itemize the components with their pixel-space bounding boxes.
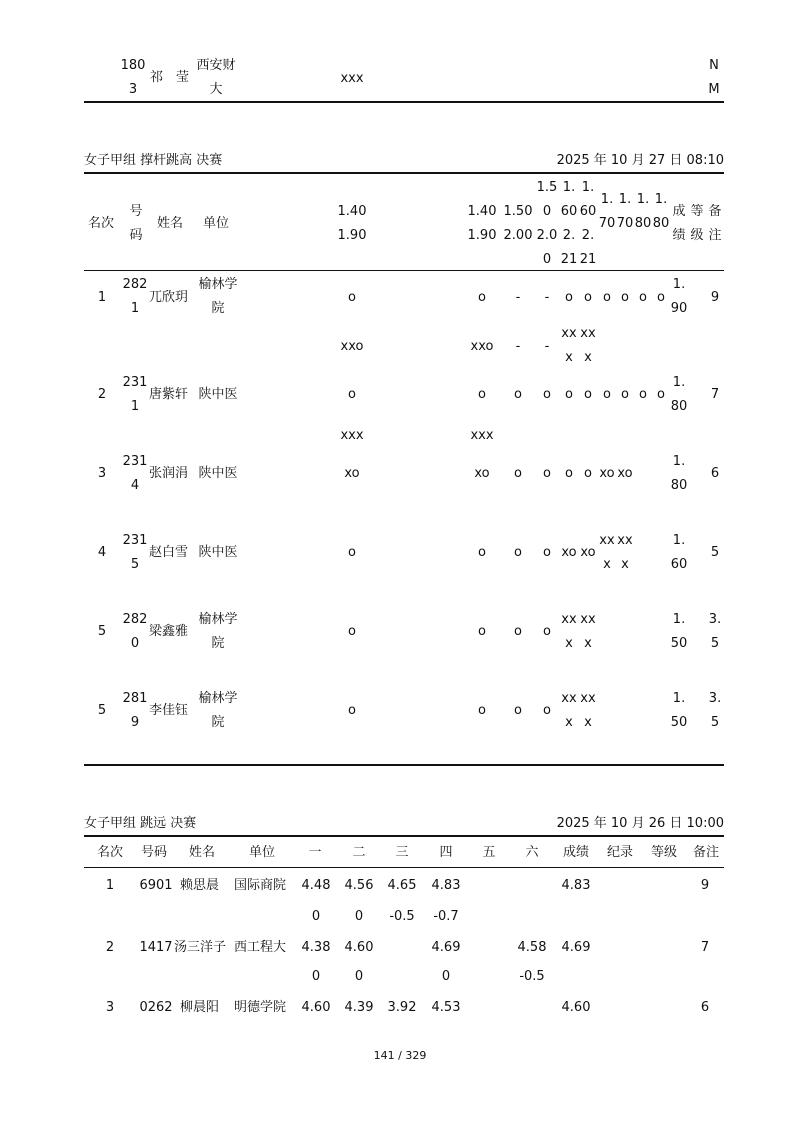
header-height: 1.5 xyxy=(536,180,558,195)
attempt-mark: xo xyxy=(580,545,596,560)
attempt-mark: xx xyxy=(561,691,577,706)
result: 1. xyxy=(672,454,686,469)
result: 1. xyxy=(672,691,686,706)
athlete-name: 李佳钰 xyxy=(149,703,189,718)
wind-value: -0.5 xyxy=(389,909,415,924)
section-title: 女子甲组 撑杆跳高 决赛 xyxy=(84,153,223,168)
athlete-name: 祁 莹 xyxy=(150,70,190,85)
athlete-number: 282 xyxy=(122,277,148,292)
attempt-mark: o xyxy=(621,387,629,402)
wind-value: -0.7 xyxy=(433,909,459,924)
wind-value: 0 xyxy=(311,969,321,984)
rank: 3 xyxy=(105,1000,115,1015)
header-trial: 六 xyxy=(525,845,539,860)
rank: 1 xyxy=(97,290,107,305)
attempt-mark: o xyxy=(348,290,356,305)
attempt-mark: o xyxy=(657,290,665,305)
attempt-mark: o xyxy=(514,703,522,718)
attempt-mark: x xyxy=(621,557,629,572)
attempt-mark: o xyxy=(514,466,522,481)
athlete-unit: 院 xyxy=(211,301,225,316)
note: 9 xyxy=(710,290,720,305)
note: 7 xyxy=(700,940,710,955)
result: 1. xyxy=(672,533,686,548)
athlete-name: 赖思晨 xyxy=(180,878,220,893)
wind-value: 0 xyxy=(311,909,321,924)
attempt-mark: o xyxy=(478,545,486,560)
result: 4.83 xyxy=(561,878,591,893)
header-name: 姓名 xyxy=(157,216,184,231)
attempt-mark: xx xyxy=(580,691,596,706)
attempt-mark: o xyxy=(657,387,665,402)
attempt-mark: o xyxy=(621,290,629,305)
athlete-number: 231 xyxy=(122,375,148,390)
attempt-mark: o xyxy=(478,387,486,402)
attempt-mark: xx xyxy=(617,533,633,548)
attempt-mark: xxx xyxy=(470,428,494,443)
wind-value: 0 xyxy=(354,969,364,984)
attempt-mark: o xyxy=(543,545,551,560)
page-number: 141 / 329 xyxy=(373,1049,427,1062)
trial-mark: 4.39 xyxy=(344,1000,374,1015)
trial-mark: 4.60 xyxy=(301,1000,331,1015)
header-unit: 单位 xyxy=(248,845,275,860)
athlete-name: 柳晨阳 xyxy=(180,1000,220,1015)
attempt-mark: - xyxy=(515,290,521,305)
athlete-number: 1417 xyxy=(139,940,173,955)
header-height: 2.0 xyxy=(536,228,558,243)
header-height: 0 xyxy=(542,204,552,219)
result: 90 xyxy=(670,301,688,316)
attempt-mark: xxo xyxy=(340,339,364,354)
result: 50 xyxy=(670,715,688,730)
rank: 5 xyxy=(97,624,107,639)
trial-mark: 4.69 xyxy=(431,940,461,955)
table-rule xyxy=(84,835,724,837)
attempt-mark: xx xyxy=(580,326,596,341)
header-height: 0 xyxy=(542,252,552,267)
attempt-mark: o xyxy=(639,387,647,402)
attempt-mark: - xyxy=(544,290,550,305)
header-note: 备 xyxy=(708,204,722,219)
attempt-mark: o xyxy=(543,703,551,718)
rank: 2 xyxy=(97,387,107,402)
header-height: 1.40 xyxy=(467,204,497,219)
attempt-mark: o xyxy=(348,703,356,718)
result: 1. xyxy=(672,375,686,390)
athlete-unit: 明德学院 xyxy=(234,1000,287,1015)
wind-value: -0.5 xyxy=(519,969,545,984)
athlete-name: 梁鑫雅 xyxy=(149,624,189,639)
note: 5 xyxy=(710,545,720,560)
header-number: 码 xyxy=(129,228,143,243)
note: 6 xyxy=(700,1000,710,1015)
result: 1. xyxy=(672,277,686,292)
rank: 4 xyxy=(97,545,107,560)
header-height: 70 xyxy=(598,216,616,231)
note: 5 xyxy=(710,715,720,730)
attempt-mark: o xyxy=(565,387,573,402)
header-height: 1. xyxy=(581,180,595,195)
header-height: 1.90 xyxy=(467,228,497,243)
attempt-mark: o xyxy=(584,290,592,305)
attempt-mark: x xyxy=(584,715,592,730)
athlete-name: 唐紫轩 xyxy=(149,387,189,402)
table-rule xyxy=(84,270,724,271)
header-height: 60 xyxy=(560,204,578,219)
attempt-mark: o xyxy=(348,545,356,560)
attempt-mark: xo xyxy=(561,545,577,560)
attempt-mark: x xyxy=(584,350,592,365)
result: 60 xyxy=(670,557,688,572)
athlete-number: 1 xyxy=(130,399,140,414)
attempt-mark: xx xyxy=(580,612,596,627)
result: N xyxy=(709,58,719,73)
athlete-number: 282 xyxy=(122,612,148,627)
attempt-mark: xo xyxy=(344,466,360,481)
athlete-unit: 陕中医 xyxy=(198,387,238,402)
header-height: 21 xyxy=(579,252,597,267)
attempt-mark: xxo xyxy=(470,339,494,354)
header-height: 80 xyxy=(634,216,652,231)
header-trial: 五 xyxy=(482,845,496,860)
header-height: 70 xyxy=(616,216,634,231)
attempt-mark: xx xyxy=(561,326,577,341)
header-name: 姓名 xyxy=(188,845,215,860)
trial-mark: 4.65 xyxy=(387,878,417,893)
header-number: 号码 xyxy=(140,845,167,860)
header-height: 1. xyxy=(600,192,614,207)
athlete-name: 张润涓 xyxy=(149,466,189,481)
athlete-unit: 西安财 xyxy=(196,58,236,73)
result: 4.69 xyxy=(561,940,591,955)
trial-mark: 4.60 xyxy=(344,940,374,955)
note: 7 xyxy=(710,387,720,402)
athlete-name: 兀欣玥 xyxy=(149,290,189,305)
header-height: 2.00 xyxy=(503,228,533,243)
rank: 5 xyxy=(97,703,107,718)
result: 80 xyxy=(670,478,688,493)
attempt-mark: xx xyxy=(561,612,577,627)
note: 6 xyxy=(710,466,720,481)
header-note: 备注 xyxy=(692,845,719,860)
header-grade: 等级 xyxy=(650,845,677,860)
attempt-mark: o xyxy=(603,290,611,305)
table-rule xyxy=(84,172,724,174)
attempt-mark: o xyxy=(565,290,573,305)
header-unit: 单位 xyxy=(203,216,230,231)
athlete-unit: 陕中医 xyxy=(198,466,238,481)
trial-mark: 4.48 xyxy=(301,878,331,893)
athlete-unit: 榆林学 xyxy=(198,612,238,627)
attempt-mark: - xyxy=(544,339,550,354)
section-datetime: 2025 年 10 月 27 日 08:10 xyxy=(556,153,724,168)
athlete-number: 4 xyxy=(130,478,140,493)
note: 3. xyxy=(708,612,722,627)
header-height: 1. xyxy=(618,192,632,207)
header-rank: 名次 xyxy=(88,216,115,231)
wind-value: 0 xyxy=(441,969,451,984)
attempt-mark: x xyxy=(565,715,573,730)
athlete-number: 6901 xyxy=(139,878,173,893)
attempt-mark: o xyxy=(639,290,647,305)
attempt-mark: o xyxy=(543,624,551,639)
header-result: 成绩 xyxy=(562,845,589,860)
attempt-mark: x xyxy=(565,636,573,651)
athlete-unit: 西工程大 xyxy=(234,940,287,955)
header-height: 21 xyxy=(560,252,578,267)
section-datetime: 2025 年 10 月 26 日 10:00 xyxy=(556,816,724,831)
note: 9 xyxy=(700,878,710,893)
header-result: 绩 xyxy=(672,228,686,243)
attempt-mark: o xyxy=(584,387,592,402)
header-trial: 一 xyxy=(308,845,322,860)
result: M xyxy=(708,82,720,97)
attempt-mark: o xyxy=(584,466,592,481)
attempt-mark: xxx xyxy=(340,428,364,443)
athlete-number: 180 xyxy=(120,58,146,73)
athlete-number: 1 xyxy=(130,301,140,316)
athlete-name: 汤三洋子 xyxy=(174,940,227,955)
trial-mark: 4.53 xyxy=(431,1000,461,1015)
attempt-mark: - xyxy=(515,339,521,354)
athlete-unit: 大 xyxy=(209,82,223,97)
header-height: 1.50 xyxy=(503,204,533,219)
header-height: 1. xyxy=(654,192,668,207)
section-title: 女子甲组 跳远 决赛 xyxy=(84,816,197,831)
attempt-mark: o xyxy=(603,387,611,402)
athlete-unit: 榆林学 xyxy=(198,277,238,292)
result: 4.60 xyxy=(561,1000,591,1015)
attempt-mark: xx xyxy=(599,533,615,548)
header-rank: 名次 xyxy=(96,845,123,860)
table-rule xyxy=(84,764,724,766)
header-trial: 四 xyxy=(439,845,453,860)
header-height: 1. xyxy=(636,192,650,207)
header-record: 纪录 xyxy=(606,845,633,860)
header-height: 1.40 xyxy=(337,204,367,219)
attempt-mark: o xyxy=(478,703,486,718)
attempt-mark: xo xyxy=(617,466,633,481)
trial-mark: 4.56 xyxy=(344,878,374,893)
athlete-number: 5 xyxy=(130,557,140,572)
header-height: 1.90 xyxy=(337,228,367,243)
header-grade: 等 xyxy=(690,204,704,219)
attempt-mark: o xyxy=(514,387,522,402)
athlete-unit: 院 xyxy=(211,715,225,730)
attempt-mark: x xyxy=(603,557,611,572)
header-height: 2. xyxy=(581,228,595,243)
athlete-unit: 国际商院 xyxy=(234,878,287,893)
note: 5 xyxy=(710,636,720,651)
rank: 2 xyxy=(105,940,115,955)
result: 50 xyxy=(670,636,688,651)
athlete-unit: 榆林学 xyxy=(198,691,238,706)
attempt-mark: xxx xyxy=(340,71,364,86)
attempt-mark: o xyxy=(348,624,356,639)
attempt-mark: o xyxy=(543,466,551,481)
athlete-number: 9 xyxy=(130,715,140,730)
header-height: 60 xyxy=(579,204,597,219)
table-rule xyxy=(84,101,724,103)
attempt-mark: o xyxy=(478,624,486,639)
header-note: 注 xyxy=(708,228,722,243)
header-result: 成 xyxy=(672,204,686,219)
attempt-mark: o xyxy=(565,466,573,481)
header-number: 号 xyxy=(129,204,143,219)
wind-value: 0 xyxy=(354,909,364,924)
header-height: 1. xyxy=(562,180,576,195)
rank: 3 xyxy=(97,466,107,481)
athlete-number: 3 xyxy=(128,82,138,97)
result: 80 xyxy=(670,399,688,414)
athlete-number: 0 xyxy=(130,636,140,651)
athlete-unit: 院 xyxy=(211,636,225,651)
header-height: 80 xyxy=(652,216,670,231)
athlete-name: 赵白雪 xyxy=(149,545,189,560)
header-trial: 三 xyxy=(395,845,409,860)
attempt-mark: o xyxy=(514,545,522,560)
trial-mark: 4.83 xyxy=(431,878,461,893)
note: 3. xyxy=(708,691,722,706)
trial-mark: 4.38 xyxy=(301,940,331,955)
attempt-mark: o xyxy=(478,290,486,305)
attempt-mark: x xyxy=(565,350,573,365)
attempt-mark: o xyxy=(543,387,551,402)
result: 1. xyxy=(672,612,686,627)
header-grade: 级 xyxy=(690,228,704,243)
trial-mark: 3.92 xyxy=(387,1000,417,1015)
attempt-mark: o xyxy=(514,624,522,639)
athlete-unit: 陕中医 xyxy=(198,545,238,560)
athlete-number: 231 xyxy=(122,454,148,469)
rank: 1 xyxy=(105,878,115,893)
athlete-number: 231 xyxy=(122,533,148,548)
trial-mark: 4.58 xyxy=(517,940,547,955)
header-trial: 二 xyxy=(352,845,366,860)
attempt-mark: x xyxy=(584,636,592,651)
header-height: 2. xyxy=(562,228,576,243)
attempt-mark: o xyxy=(348,387,356,402)
attempt-mark: xo xyxy=(599,466,615,481)
attempt-mark: xo xyxy=(474,466,490,481)
athlete-number: 281 xyxy=(122,691,148,706)
athlete-number: 0262 xyxy=(139,1000,173,1015)
table-rule xyxy=(84,867,724,868)
